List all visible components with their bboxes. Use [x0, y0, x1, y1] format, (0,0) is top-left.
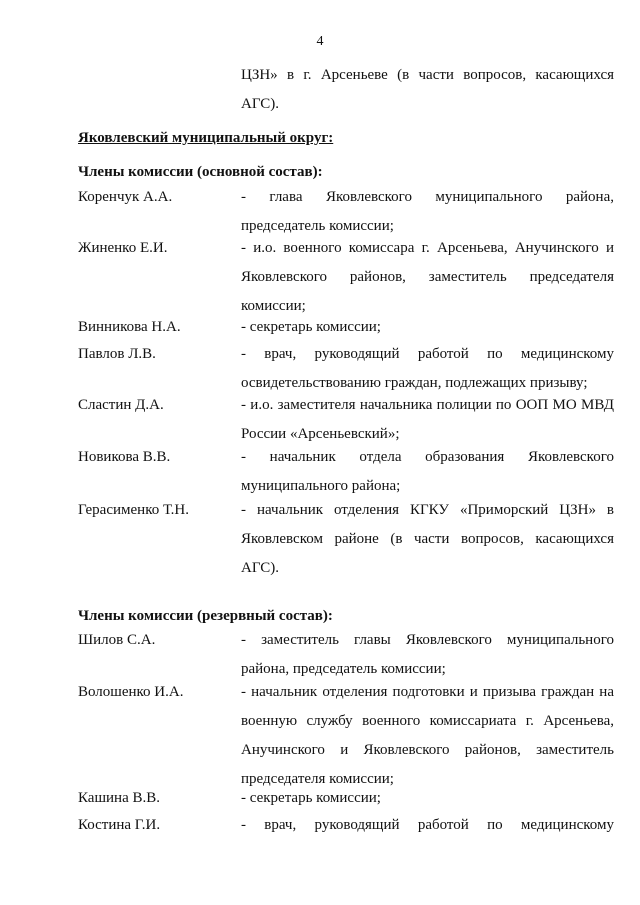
member-row — [78, 340, 614, 398]
member-row — [78, 811, 614, 840]
reserve-composition-heading: Члены комиссии (резервный состав): — [78, 608, 333, 624]
district-heading: Яковлевский муниципальный округ: — [78, 130, 334, 146]
continuation-text: ЦЗН» в г. Арсеньеве (в части вопросов, касающихся АГС). — [241, 67, 614, 112]
member-name: Кашина В.В. — [78, 790, 160, 806]
member-row — [78, 784, 614, 813]
page-number: 4 — [316, 34, 324, 49]
member-role: - начальник отдела образования Яковлевского муниципального района; — [241, 449, 614, 494]
member-role: - врач, руководящий работой по медицинскому — [241, 817, 614, 833]
member-role: - начальник отделения КГКУ «Приморский ЦЗН» в Яковлевском районе (в части вопросов, касающихся АГС). — [241, 502, 614, 576]
member-role: - начальник отделения подготовки и призыва граждан на военную службу военного комиссариата г. Арсеньева, Анучинского и Яковлевского районов, заместитель председателя комиссии; — [241, 684, 614, 787]
member-row — [78, 496, 614, 583]
member-name: Винникова Н.А. — [78, 319, 181, 335]
member-role: - глава Яковлевского муниципального района, председатель комиссии; — [241, 189, 614, 234]
member-row — [78, 626, 614, 684]
member-role: - секретарь комиссии; — [241, 319, 381, 335]
member-role: - секретарь комиссии; — [241, 790, 381, 806]
member-role: - и.о. военного комиссара г. Арсеньева, Анучинского и Яковлевского районов, заместитель председателя комиссии; — [241, 240, 614, 314]
member-name: Герасименко Т.Н. — [78, 502, 189, 518]
member-row — [78, 313, 614, 342]
member-role: - врач, руководящий работой по медицинскому освидетельствованию граждан, подлежащих призыву; — [241, 346, 614, 391]
member-row — [78, 183, 614, 241]
member-row — [78, 234, 614, 321]
member-name: Жиненко Е.И. — [78, 240, 168, 256]
member-row — [78, 678, 614, 794]
member-name: Костина Г.И. — [78, 817, 161, 833]
member-name: Новикова В.В. — [78, 449, 171, 465]
member-row — [78, 443, 614, 501]
member-row — [78, 391, 614, 449]
member-role: - и.о. заместителя начальника полиции по ООП МО МВД России «Арсеньевский»; — [241, 397, 614, 442]
member-name: Павлов Л.В. — [78, 346, 156, 362]
member-role: - заместитель главы Яковлевского муниципального района, председатель комиссии; — [241, 632, 614, 677]
member-name: Волошенко И.А. — [78, 684, 184, 700]
member-name: Шилов С.А. — [78, 632, 156, 648]
member-name: Сластин Д.А. — [78, 397, 164, 413]
main-composition-heading: Члены комиссии (основной состав): — [78, 164, 323, 180]
member-name: Коренчук А.А. — [78, 189, 173, 205]
